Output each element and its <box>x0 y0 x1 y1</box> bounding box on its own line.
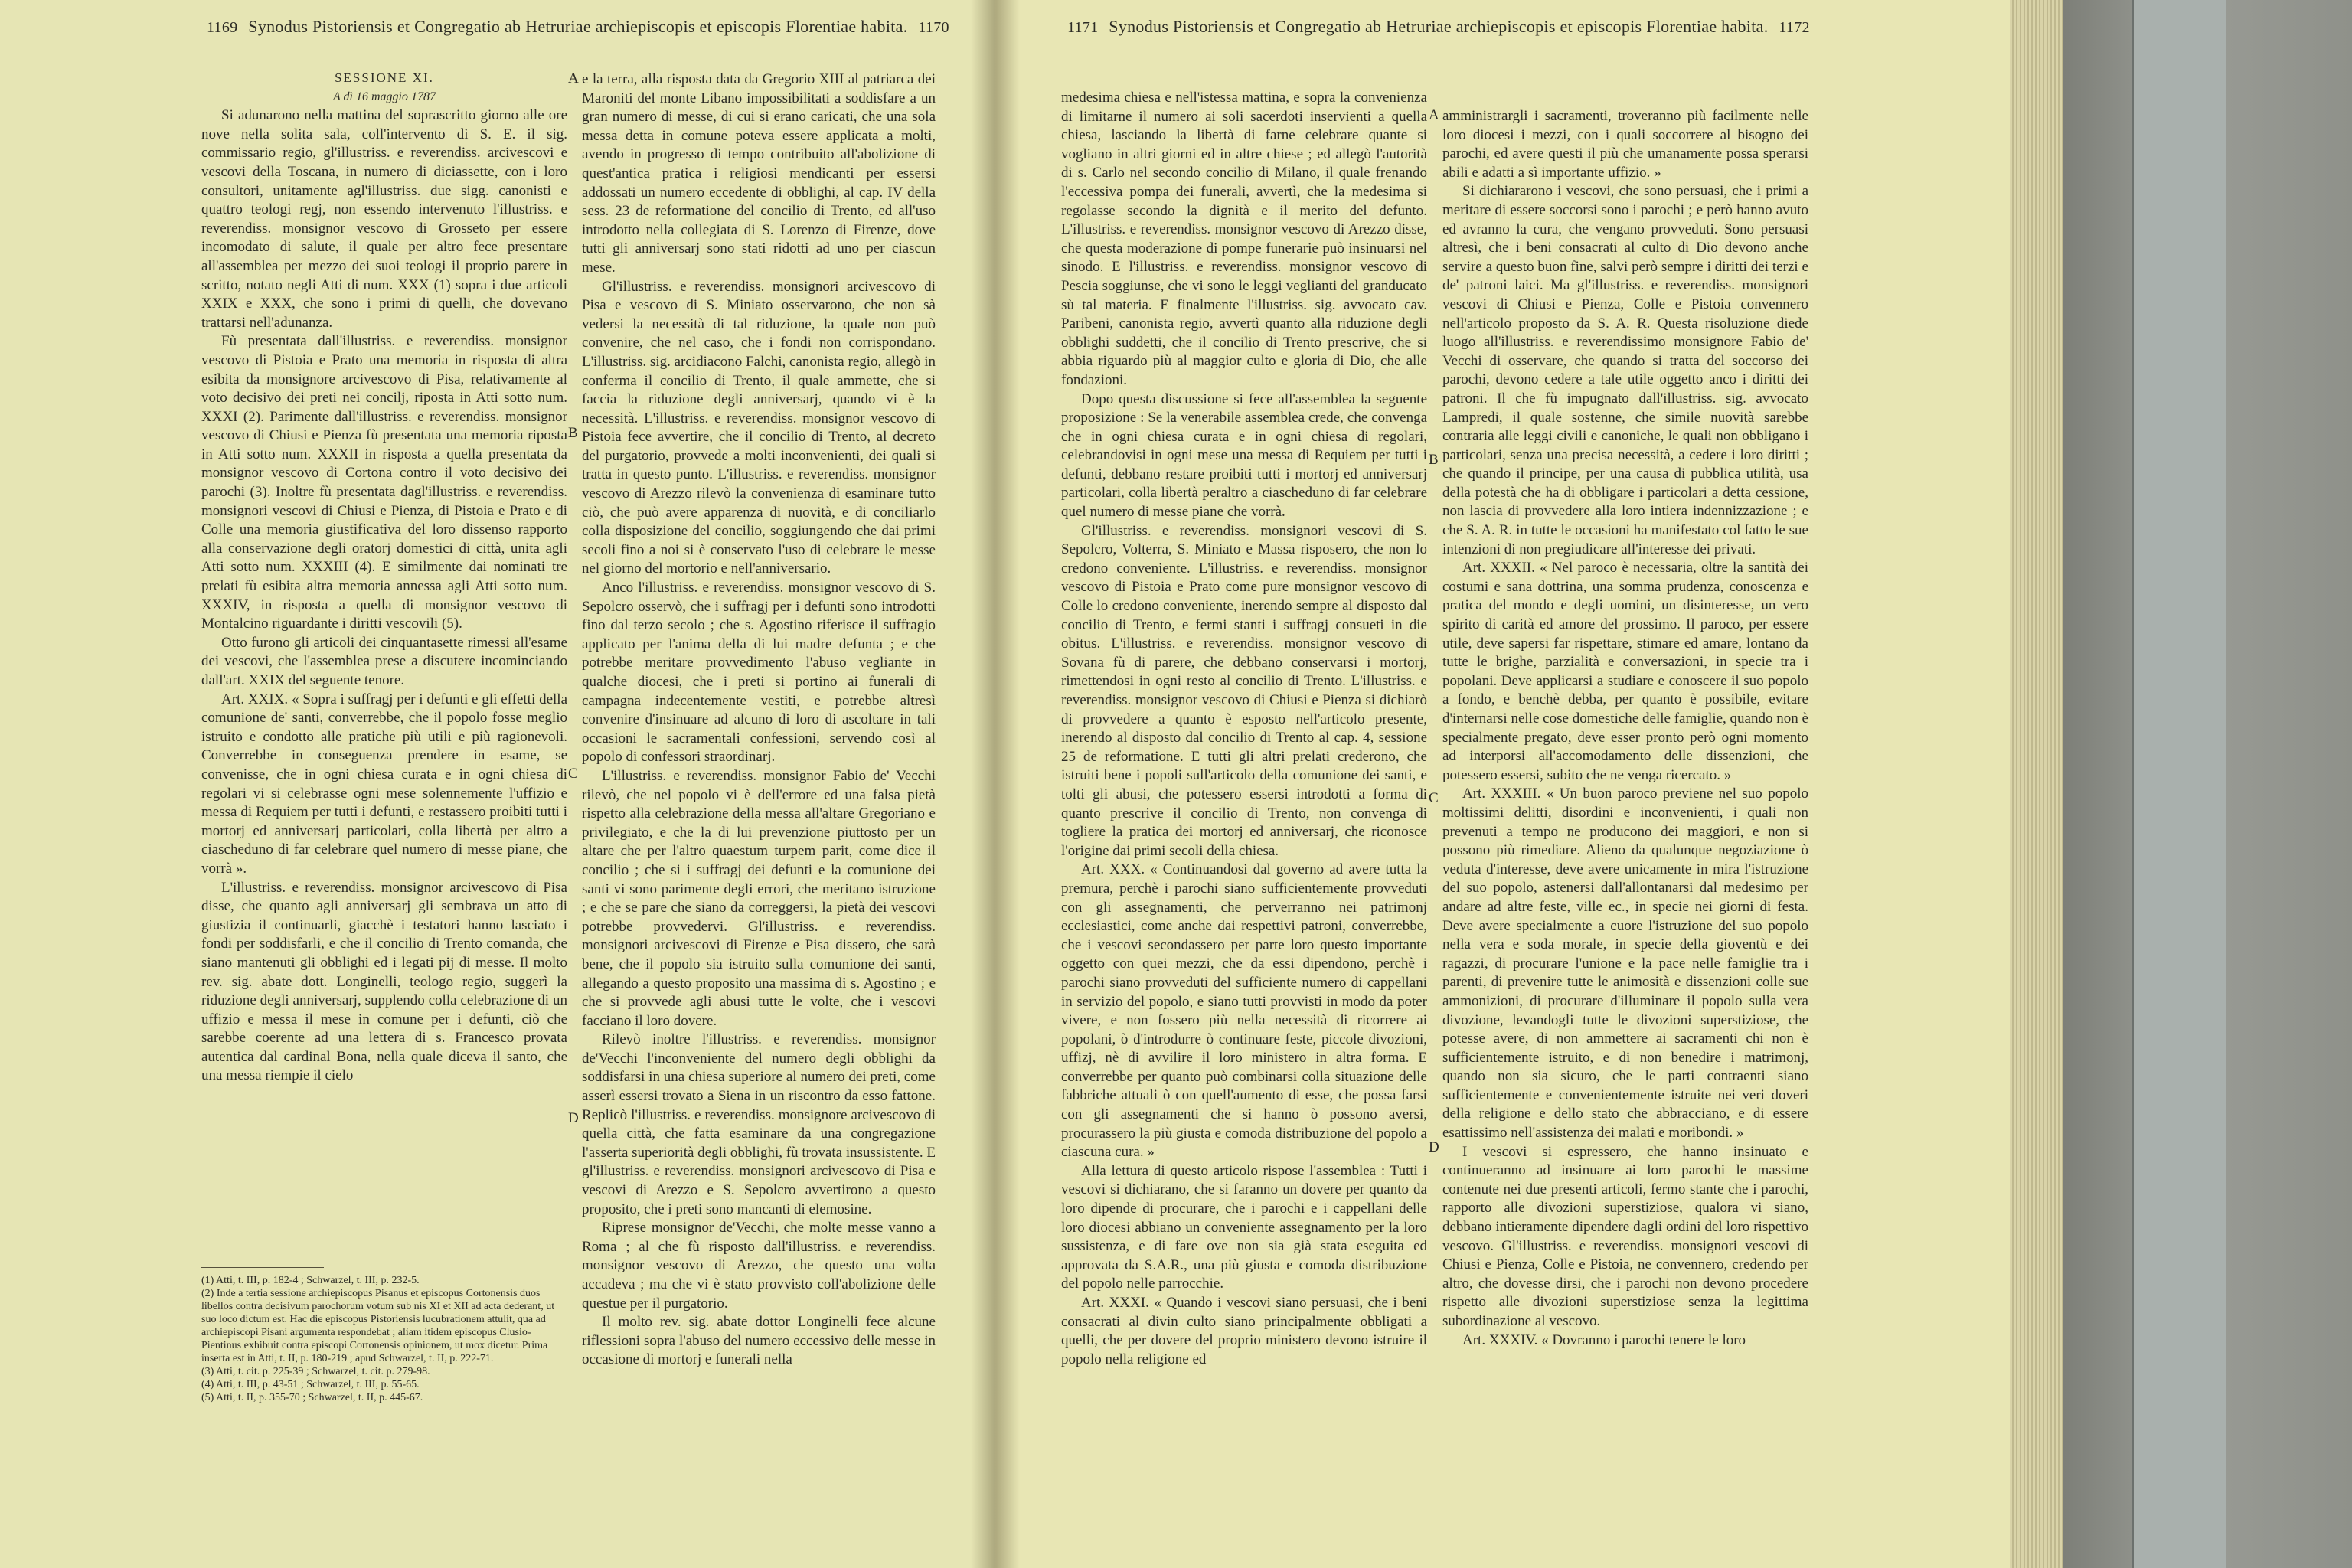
paragraph: L'illustriss. e reverendiss. monsignor arcivescovo di Pisa disse, che quanto agli anniversarj gli sembrava un atto di giustizia il continuarli, giacchè i testatori hanno lasciato i fondi per soddisfarli, e che il concilio di Trento comanda, che siano mantenuti gli obblighi ed i legati pij di messe. Il molto rev. sig. abate dott. Longinelli, teologo regio, suggerì la riduzione degli anniversarj, supplendo colla celebrazione di un uffizio e messa il mese in comune per i defunti, ciò che sarebbe coerente ad una lettera di s. Francesco provata autentica dal cardinal Bona, nella quale diceva il santo, che una messa riempie il cielo <box>201 879 567 1084</box>
footnote: (3) Atti, t. cit. p. 225-39 ; Schwarzel, t. cit. p. 279-98. <box>201 1366 430 1377</box>
paragraph: Alla lettura di questo articolo rispose l'assemblea : Tutti i vescovi si dichiarano, che si faranno un dovere per quanto da loro dipende di procurare, che i parochi e i cappellani delle loro diocesi abbiano un conveniente assegnamento per la loro sussistenza, e di fare ove non sia già stata eseguita ed approvata da S.A.R., una più giusta e comoda distribuzione del popolo nelle parrocchie. <box>1061 1162 1427 1292</box>
paragraph: Dopo questa discussione si fece all'assemblea la seguente proposizione : Se la venerabile assemblea crede, che convenga che in ogni chiesa curata e in ogni chiesa di regolari, celebrandovisi in ogni mese una messa di Requiem per tutti i defunti, debbano restare proibiti tutti i mortorj ed anniversarj particolari, colla libertà peraltro a ciascheduno di far celebrare quel numero di messe piane che vorrà. <box>1061 390 1427 521</box>
paragraph: L'illustriss. e reverendiss. monsignor Fabio de' Vecchi rilevò, che nel popolo vi è dell'errore ed una falsa pietà rispetto alla celebrazione della messa all'altare Gregoriano e privilegiato, e che la di lui prevenzione piuttosto per un altare che per l'altro quaestum turpem parit, come dice il concilio ; che si i suffragj dei defunti e la comunione dei santi vi sono parimente degli errori, che meritano istruzione ; e che se pare che siano da correggersi, la pietà dei vescovi potrebbe provvedervi. Gl'illustriss. e reverendiss. monsignori arcivescovi di Firenze e Pisa dissero, che sarà bene, che il popolo sia istruito sulla comunione dei santi, allegando a questo proposito una massima di s. Agostino ; e che si provvede agli abusi tutte le volte, che i vescovi facciano il loro dovere. <box>582 767 936 1029</box>
margin-letter-b: B <box>568 425 578 441</box>
right-running-head <box>1061 17 1816 37</box>
left-column-2 <box>582 70 936 1370</box>
paragraph: Gl'illustriss. e reverendiss. monsignori arcivescovo di Pisa e vescovo di S. Miniato osservarono, che non sà vedersi la necessità di tal riduzione, la quale non può convenire, che nel caso, che i fondi non corrispondano. L'illustriss. sig. arcidiacono Falchi, canonista regio, allegò in conferma il concilio di Trento, il quale ammette, che si faccia la riduzione degli anniversarj, quando vi è la necessità. L'illustriss. e reverendiss. monsignor vescovo di Pistoia fece avvertire, che il concilio di Trento, al decreto del purgatorio, provvede a molti inconvenienti, dei quali si tratta in questo punto. L'illustriss. e reverendiss. monsignor vescovo di Arezzo rilevò la convenienza di esaminare tutto ciò, che può avere apparenza di nuovità, e di conciliarlo colla disposizione del concilio, soggiungendo che dai primi secoli fino a noi si è conservato l'uso di celebrare le messe nel giorno del mortorio e nell'anniversario. <box>582 278 936 577</box>
footnotes <box>201 1267 567 1404</box>
paragraph: Art. XXIX. « Sopra i suffragj per i defunti e gli effetti della comunione de' santi, converrebbe, che il popolo fosse meglio istruito e condotto alle pratiche più utili e più ragionevoli. Converrebbe in conseguenza prendere in esame, se convenisse, che in ogni chiesa curata e in ogni chiesa di regolari vi si celebrasse ogni mese solennemente l'uffizio e messa di Requiem per tutti i defunti, e restassero proibiti tutti i mortorj ed anniversarj particolari, colla libertà per altro a ciascheduno di far celebrare quel numero di messe piane, che vorrà ». <box>201 691 567 877</box>
paragraph: Otto furono gli articoli dei cinquantasette rimessi all'esame dei vescovi, che l'assemblea prese a discutere incominciando dall'art. XXIX del seguente tenore. <box>201 634 567 688</box>
left-running-head <box>201 17 956 37</box>
margin-letter-c: C <box>568 766 578 782</box>
left-column-1 <box>201 69 567 1086</box>
paragraph: Anco l'illustriss. e reverendiss. monsignor vescovo di S. Sepolcro osservò, che i suffragj per i defunti sono introdotti fino dal terzo secolo ; che s. Agostino riferisce il suffragio applicato per l'anima della di lui madre defunta ; e che potrebbe meritare provvedimento l'abuso vegliante in qualche diocesi, che i preti si portino ai funerali di campagna indecentemente vestiti, e potrebbe altresì convenire d'insinuare ad alcuno di loro di ascoltare in tali occasioni le sacramentali confessioni, servendo così al popolo di confessori straordinarj. <box>582 580 936 766</box>
paragraph: Si adunarono nella mattina del soprascritto giorno alle ore nove nella solita sala, coll'intervento di S. E. il sig. commissario regio, gl'illustriss. e reverendiss. arcivescovi e vescovi della Toscana, in numero di diciassette, con i loro consultori, unitamente agl'illustriss. due sigg. canonisti e quattro teologi regj, non essendo intervenuto l'illustriss. e reverendiss. monsignor vescovo di Grosseto per essere incomodato di salute, il quale per altro fece presentare all'assemblea per mezzo dei suoi teologi il proprio parere in scritto, notato negli Atti di num. XXX (1) sopra i due articoli XXIX e XXX, che sono i primi di quelli, che dovevano trattarsi nell'adunanza. <box>201 107 567 331</box>
page-number-1169: 1169 <box>207 19 238 36</box>
paragraph: Rilevò inoltre l'illustriss. e reverendiss. monsignor de'Vecchi l'inconveniente del numero degli obblighi da soddisfarsi in una chiesa superiore al numero dei preti, come asserì essersi trovato a Siena in un riscontro da esso fattone. Replicò l'illustriss. e reverendiss. monsignore arcivescovo di quella città, che fatta esaminare da una congregazione l'asserta superiorità degli obblighi, fù trovata insussistente. E gl'illustriss. e reverendiss. monsignori arcivescovo di Pisa e vescovi di Arezzo e S. Sepolcro avvertirono a questo proposito, che i preti sono mancanti di elemosine. <box>582 1031 936 1217</box>
running-head-title: Synodus Pistoriensis et Congregatio ab Hetruriae archiepiscopis et episcopis Florentiae habita. <box>248 17 908 36</box>
footnote: (5) Atti, t. II, p. 355-70 ; Schwarzel, t. II, p. 445-67. <box>201 1392 423 1403</box>
paragraph: Art. XXXIV. « Dovranno i parochi tenere le loro <box>1462 1331 1746 1348</box>
paragraph: Art. XXXIII. « Un buon paroco previene nel suo popolo moltissimi delitti, disordini e inconvenienti, i quali non prevenuti a tempo ne producono dei maggiori, e non si possono più rimediare. Alieno da qualunque negoziazione ò veduta d'interesse, deve avere unicamente in mira l'istruzione del suo popolo, astenersi dall'allontanarsi dal medesimo per andare ad altre feste, ville ec., in specie nei giorni di festa. Deve avere specialmente a cuore l'istruzione del suo popolo nella vera e soda morale, in specie della gioventù e dei ragazzi, di procurare l'unione e la pace nelle famiglie tra i parenti, di prevenire tutte le animosità e dissenzioni colle sue ammonizioni, di procurare d'illuminare il popolo sulla vera divozione, levandogli tutte le divozioni superstiziose, che potesse avere, di non ammettere ai sacramenti chi non è sufficientemente istruito, e di non benedire i matrimonj, quando non sia sicuro, che le parti contraenti siano sufficientemente e convenientemente istruite nei veri doveri della religione e dello stato che abbracciano, e di essere esattissimo nell'assistenza dei malati e moribondi. » <box>1442 786 1808 1142</box>
margin-letter-a: A <box>1429 107 1439 123</box>
paragraph: medesima chiesa e nell'istessa mattina, e sopra la convenienza di limitarne il numero ai soli sacerdoti inservienti a quella chiesa, lasciando la libertà di farne celebrare quante si vogliano in altri giorni ed in altre chiese ; ed allegò l'autorità di s. Carlo nel secondo concilio di Milano, il quale frenando l'eccessiva pompa dei funerali, avvertì, che la medesima si regolasse secondo la dignità e il merito del defunto. L'illustriss. e reverendiss. monsignor vescovo di Arezzo disse, che questa moderazione di pompe funerarie può insinuarsi nel sinodo. E l'illustriss. e reverendiss. monsignor vescovo di Pescia soggiunse, che vi sono le leggi veglianti del granducato sù tal materia. E finalmente l'illustriss. sig. avvocato cav. Paribeni, canonista regio, avvertì quanto alla riduzione degli obblighi suddetti, che il concilio di Trento prescrive, che si abbia riguardo più al maggior culto e gloria di Dio, che alle fondazioni. <box>1061 90 1427 388</box>
running-head-title: Synodus Pistoriensis et Congregatio ab Hetruriae archiepiscopis et episcopis Florentiae habita. <box>1109 17 1769 36</box>
cover-spine-strip <box>2132 0 2226 1568</box>
paragraph: I vescovi si espressero, che hanno insinuato e continueranno ad insinuare ai loro parochi le massime contenute nei due presenti articoli, fermo stante che i parochi, rapporto alle divozioni superstiziose, qualora vi siano, debbano intieramente dipendere dagli ordini del loro rispettivo vescovo. Gl'illustriss. e reverendiss. monsignori vescovi di Chiusi e Pienza, Colle e Pistoia, ne convennero, credendo per altro, che dovesse dirsi, che i parochi non devono procedere rispetto alle divozioni superstiziose senza la legittima subordinazione al vescovo. <box>1442 1143 1808 1329</box>
left-page <box>0 0 995 1568</box>
book-gutter <box>971 0 1020 1568</box>
footnote: (2) Inde a tertia sessione archiepiscopus Pisanus et episcopus Cortonensis duos libellos contra decisivum parochorum votum sub nis XI et XII ad acta dederant, ut suo loco dictum est. Hac die episcopus Pistoriensis lucubrationem attulit, qua ad archiepiscopi Pisani argumenta respondebat ; aliam itidem episcopus Clusio-Pientinus exhibuit contra episcopi Cortonensis opinionem, ut mox dicetur. Prima inserta est in Atti, t. II, p. 180-219 ; apud Schwarzel, t. II, p. 222-71. <box>201 1288 555 1364</box>
footnote: (4) Atti, t. III, p. 43-51 ; Schwarzel, t. III, p. 55-65. <box>201 1379 420 1390</box>
paragraph: Riprese monsignor de'Vecchi, che molte messe vanno a Roma ; al che fù risposto dall'illustriss. e reverendiss. monsignor vescovo di Arezzo, che questo una volta accadeva ; ma che vi è stato provvisto coll'abolizione delle questue per il purgatorio. <box>582 1220 936 1312</box>
session-date: A dì 16 maggio 1787 <box>333 90 436 103</box>
session-title: SESSIONE XI. <box>335 70 434 85</box>
margin-letter-d: D <box>568 1110 579 1126</box>
paragraph: e la terra, alla risposta data da Gregorio XIII al patriarca dei Maroniti del monte Libano impossibilitati a soddisfare a un gran numero di messe, di cui si erano caricati, che una sola messa detta in comune poteva essere applicata a molti, avendo in progresso di tempo contribuito all'abolizione di quest'antica pratica i religiosi mendicanti per essersi addossati un numero eccedente di obblighi, al cap. IV della sess. 23 de reformatione del concilio di Trento, ed all'uso introdotto nella collegiata di S. Lorenzo di Firenze, dove tutti gli anniversarj sono stati ridotti ad uno per ciascun mese. <box>582 71 936 276</box>
paragraph: Gl'illustriss. e reverendiss. monsignori vescovi di S. Sepolcro, Volterra, S. Miniato e Massa risposero, che non lo credono conveniente. L'illustriss. e reverendiss. monsignor vescovo di Pistoia e Prato come pure monsignor vescovo di Colle lo credono conveniente, inerendo sempre al disposto dal concilio di Trento, e fermi stanti i suffragj consueti in die obitus. L'illustriss. e reverendiss. monsignor vescovo di Sovana fù di parere, che debbano conservarsi i mortorj, rimettendosi in ogni resto al concilio di Trento. L'illustriss. e reverendiss. monsignor vescovo di Chiusi e Pienza si dichiarò di provvedere a quanto è esposto nell'articolo presente, inerendo al disposto dal concilio di Trento al cap. 4, sessione 25 de reformatione. E tutti gli altri prelati crederono, che istruiti bene i popoli sull'articolo della comunione dei santi, e tolti gli abusi, che potessero essersi introdotti a forma di quanto prescrive il concilio di Trento, non convenga di togliere la pratica dei mortorj ed anniversarj, che riconosce l'origine dai primi secoli della chiesa. <box>1061 522 1427 859</box>
right-page <box>995 0 2010 1568</box>
page-number-1170: 1170 <box>918 19 949 36</box>
right-column-2 <box>1442 107 1808 1350</box>
margin-letter-d: D <box>1429 1139 1439 1155</box>
paragraph: Art. XXXI. « Quando i vescovi siano persuasi, che i beni consacrati al divin culto siano principalmente obbligati a quelli, che per dovere del proprio ministero devono istruire il popolo nella religione ed <box>1061 1295 1427 1367</box>
footnote: (1) Atti, t. III, p. 182-4 ; Schwarzel, t. III, p. 232-5. <box>201 1275 420 1286</box>
paragraph: Il molto rev. sig. abate dottor Longinelli fece alcune riflessioni sopra l'abuso del numero eccessivo delle messe in occasione di mortorj e funerali nella <box>582 1314 936 1368</box>
page-number-1172: 1172 <box>1779 19 1810 36</box>
paragraph: Fù presentata dall'illustriss. e reverendiss. monsignor vescovo di Pistoia e Prato una memoria in risposta di altra esibita da monsignore arcivescovo di Pisa, relativamente al voto decisivo dei preti nei concilj, riposta in Atti sotto num. XXXI (2). Parimente dall'illustriss. e reverendiss. monsignor vescovo di Chiusi e Pienza fù presentata una memoria riposta in Atti sotto num. XXXII in risposta a quella presentata da monsignor vescovo di Cortona contro il voto decisivo dei parochi (3). Inoltre fù presentata dagl'illustriss. e reverendiss. monsignori vescovi di Chiusi e Pienza, di Pistoia e Prato e di Colle una memoria giustificativa del loro dissenso rapporto alla conservazione degli oratorj domestici di città, unita agli Atti sotto num. XXXIII (4). E similmente dai nominati tre prelati fù esibita altra memoria annessa agli Atti sotto num. XXXIV, in risposta a quella di monsignor vescovo di Montalcino riguardante i diritti vescovili (5). <box>201 333 567 632</box>
footnote-rule <box>201 1267 324 1268</box>
paragraph: Art. XXXII. « Nel paroco è necessaria, oltre la santità dei costumi e sana dottrina, una somma prudenza, conoscenza e pratica del mondo e degli uomini, un disinteresse, un vero spirito di carità ed amore del prossimo. Il paroco, per essere utile, deve sapersi far rispettare, stimare ed amare, lontano da tutte le brighe, parzialità e conversazioni, in specie tra i popolani. Deve applicarsi a studiare e conoscere il suo popolo a fondo, e benchè debba, per quanto è possibile, evitare d'internarsi nelle cose domestiche delle famiglie, quando non è specialmente pregato, deve esser pronto però ogni momento ad interporsi all'accomodamento delle dissenzioni, che potessero essersi, subito che ne venga ricercato. » <box>1442 560 1808 783</box>
margin-letter-b: B <box>1429 452 1439 468</box>
right-column-1 <box>1061 89 1427 1369</box>
page-number-1171: 1171 <box>1067 19 1099 36</box>
paragraph: amministrargli i sacramenti, troveranno più facilmente nelle loro diocesi i mezzi, con i quali soccorrere al bisogno dei parochi, ed avere questi il più che umanamente possa sperarsi abili e adatti a sì importante uffizio. » <box>1442 108 1808 181</box>
margin-letter-c: C <box>1429 790 1439 806</box>
paragraph: Art. XXX. « Continuandosi dal governo ad avere tutta la premura, perchè i parochi siano sufficientemente provveduti con gli assegnamenti, che perverranno nei patrimonj ecclesiastici, come anche dai respettivi patroni, converrebbe, che i vescovi secondassero per parte loro questo importante oggetto con quei mezzi, che da essi dipendono, perchè i parochi siano provveduti del sufficiente numero di cappellani in servizio del popolo, e siano tutti provvisti in modo da poter vivere, e non fossero più nella necessità di ricorrere ai popolani, ò d'introdurre ò continuare feste, piccole divozioni, uffizj, nè di avvilire il loro ministero in altra forma. E converrebbe per quanto può combinarsi colla situazione delle fabbriche attuali ò con quell'aumento di esse, che possa farsi con gli assegnamenti che si hanno ò possono aversi, procurassero la più giusta e comoda distribuzione del popolo a ciascuna cura. » <box>1061 861 1427 1161</box>
page-edges <box>2010 0 2063 1568</box>
paragraph: Si dichiararono i vescovi, che sono persuasi, che i primi a meritare di essere soccorsi sono i parochi ; e però hanno avuto ed avranno la cura, che vengano provveduti. Sono persuasi altresì, che i beni consacrati al culto di Dio devono anche servire a questo buon fine, salvi però sempre i diritti dei terzi e de' patroni laici. Ma gl'illustriss. e reverendiss. monsignori vescovi di Chiusi e Pienza, Colle e Pistoia convennero nell'articolo proposto da S. A. R. Questa risoluzione diede luogo all'illustriss. e reverendissimo monsignore Fabio de' Vecchi di osservare, che quando si tratta del soccorso dei parochi, devono cedere a tale utile oggetto anco i diritti dei patroni. Il che fù impugnato dall'illustriss. sig. avvocato Lampredi, il quale sostenne, che simile nuovità sarebbe contraria alle leggi civili e canoniche, le quali non obbligano i particolari, senza una precisa necessità, a cedere i loro diritti ; che quando il principe, per una causa di pubblica utilità, usa della potestà che ha di obbligare i particolari a detta cessione, non lascia di provvedere alla loro intiera indennizzazione ; e che S. A. R. in tutte le occasioni ha manifestato col fatto le sue intenzioni di non pregiudicare all'interesse dei privati. <box>1442 183 1808 557</box>
margin-letter-a: A <box>568 70 579 87</box>
